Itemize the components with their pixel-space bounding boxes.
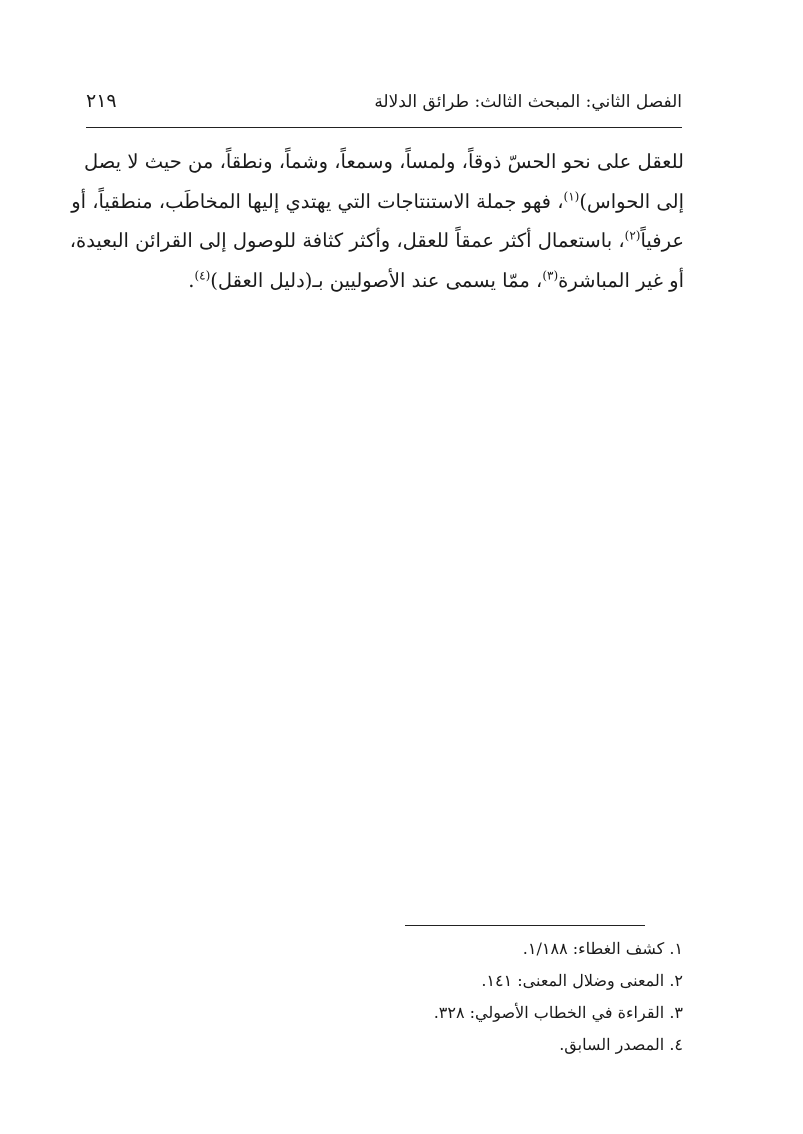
body-line-3-text: عرفياً <box>640 229 684 252</box>
body-line-1-text: للعقل على نحو الحسّ ذوقاً، ولمساً، وسمعاً، وشماً، ونطقاً، من حيث لا يصل <box>84 150 684 173</box>
footnote-1: ١. كشف الغطاء: ١/١٨٨. <box>522 939 683 958</box>
body-line-2 <box>71 182 684 222</box>
body-line-2-rest: ، فهو جملة الاستنتاجات التي يهتدي إليها المخاطَب، منطقياً، أو <box>71 189 564 213</box>
footnote-ref-2[interactable]: (٢) <box>624 228 641 243</box>
footnote-3: ٣. القراءة في الخطاب الأصولي: ٣٢٨. <box>433 1003 683 1022</box>
body-line-4-text: أو غير المباشرة <box>558 268 684 292</box>
page-number: ٢١٩ <box>86 90 117 112</box>
body-paragraph <box>69 142 684 300</box>
header-rule <box>86 127 682 128</box>
footnote-ref-3[interactable]: (٣) <box>542 268 559 282</box>
body-line-3-rest: ، باستعمال أكثر عمقاً للعقل، وأكثر كثافة للوصول إلى القرائن البعيدة، <box>69 229 625 252</box>
body-line-4-end: . <box>188 268 195 292</box>
body-line-4-rest: ، ممّا يسمى عند الأصوليين بـ(دليل العقل) <box>210 268 543 292</box>
body-line-4 <box>84 261 684 301</box>
footnote-ref-1[interactable]: (١) <box>563 189 580 203</box>
body-line-2-text: إلى الحواس) <box>579 189 684 213</box>
footnote-rule <box>405 925 645 926</box>
footnote-2: ٢. المعنى وضلال المعنى: ١٤١. <box>481 971 683 990</box>
footnote-ref-4[interactable]: (٤) <box>194 268 211 282</box>
running-title: الفصل الثاني: المبحث الثالث: طرائق الدلالة <box>374 92 682 112</box>
page-header <box>86 88 682 126</box>
body-line-3 <box>69 221 684 261</box>
footnote-4: ٤. المصدر السابق. <box>559 1035 683 1054</box>
footnotes <box>300 933 683 1061</box>
body-line-1 <box>84 142 684 182</box>
